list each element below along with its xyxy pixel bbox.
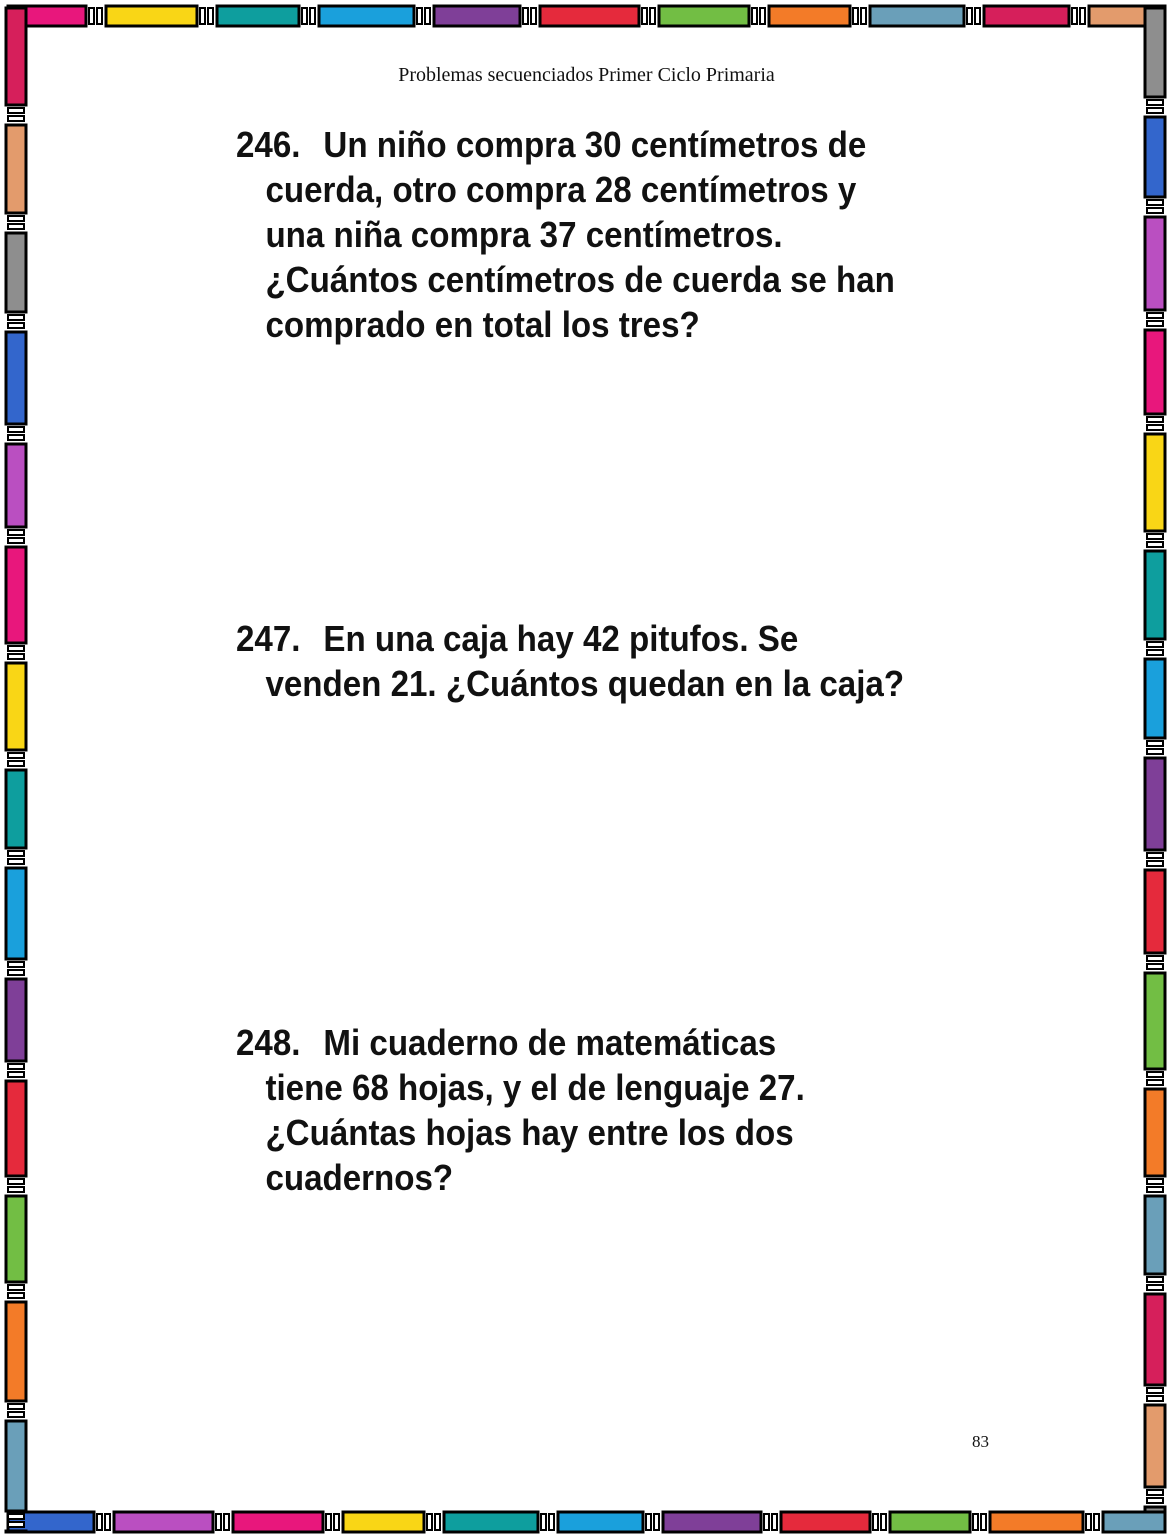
border-notch: [8, 224, 24, 229]
border-notch: [1147, 208, 1163, 213]
problem-number: 246.: [236, 124, 301, 165]
border-notch: [764, 1514, 769, 1530]
problem-text-line: venden 21. ¿Cuántos quedan en la caja?: [265, 663, 905, 704]
border-notch: [1147, 956, 1163, 961]
border-notch: [8, 970, 24, 975]
border-segment: [6, 1196, 26, 1282]
border-notch: [861, 8, 866, 24]
border-notch: [8, 530, 24, 535]
border-notch: [8, 116, 24, 121]
border-segment: [663, 1512, 761, 1532]
border-notch: [1147, 425, 1163, 430]
border-segment: [6, 868, 26, 959]
border-notch: [105, 1514, 110, 1530]
border-notch: [1147, 1498, 1163, 1503]
border-notch: [1147, 542, 1163, 547]
border-notch: [8, 538, 24, 543]
border-notch: [1080, 8, 1085, 24]
border-segment: [343, 1512, 424, 1532]
border-segment: [1145, 1405, 1165, 1487]
border-notch: [1147, 1179, 1163, 1184]
border-segment: [1145, 217, 1165, 310]
border-notch: [435, 1514, 440, 1530]
border-notch: [216, 1514, 221, 1530]
border-notch: [523, 8, 528, 24]
problem-text-line: Un niño compra 30 centímetros de: [323, 124, 867, 165]
border-segment: [1145, 1089, 1165, 1176]
border-segment: [540, 6, 639, 26]
problem-text-line: En una caja hay 42 pitufos. Se: [323, 618, 799, 659]
page-number: 83: [972, 1432, 989, 1451]
border-segment: [6, 125, 26, 213]
border-segment: [6, 444, 26, 527]
border-segment: [870, 6, 964, 26]
border-notch: [8, 216, 24, 221]
border-segment: [6, 1531, 26, 1532]
border-notch: [973, 1514, 978, 1530]
border-notch: [1147, 313, 1163, 318]
border-notch: [200, 8, 205, 24]
border-notch: [8, 1404, 24, 1409]
border-notch: [650, 8, 655, 24]
border-notch: [1147, 650, 1163, 655]
border-notch: [8, 646, 24, 651]
border-segment: [217, 6, 299, 26]
problem-246: [236, 122, 917, 347]
border-notch: [425, 8, 430, 24]
border-notch: [1094, 1514, 1099, 1530]
border-segment: [1145, 434, 1165, 531]
border-segment: [233, 1512, 323, 1532]
border-notch: [224, 1514, 229, 1530]
border-notch: [760, 8, 765, 24]
problem-text-line: Mi cuaderno de matemáticas: [323, 1022, 777, 1063]
border-notch: [981, 1514, 986, 1530]
border-segment: [6, 8, 26, 105]
page-header: Problemas secuenciados Primer Ciclo Primaria: [398, 64, 775, 86]
border-notch: [8, 1285, 24, 1290]
border-notch: [8, 761, 24, 766]
border-segment: [1145, 973, 1165, 1069]
border-notch: [8, 1187, 24, 1192]
border-segment: [990, 1512, 1083, 1532]
problem-number: 247.: [236, 618, 301, 659]
border-notch: [1147, 100, 1163, 105]
border-segment: [114, 1512, 213, 1532]
border-notch: [97, 8, 102, 24]
border-notch: [1147, 108, 1163, 113]
border-notch: [8, 435, 24, 440]
border-notch: [1147, 1388, 1163, 1393]
border-notch: [772, 1514, 777, 1530]
problem-number: 248.: [236, 1022, 301, 1063]
border-segment: [6, 332, 26, 424]
border-segment: [434, 6, 520, 26]
border-notch: [873, 1514, 878, 1530]
border-notch: [1147, 1080, 1163, 1085]
border-segment: [1103, 1512, 1165, 1532]
border-notch: [1072, 8, 1077, 24]
border-segment: [781, 1512, 870, 1532]
border-notch: [1147, 1072, 1163, 1077]
border-notch: [1147, 1285, 1163, 1290]
border-notch: [427, 1514, 432, 1530]
border-notch: [642, 8, 647, 24]
border-notch: [8, 1293, 24, 1298]
border-segment: [1145, 659, 1165, 738]
border-notch: [8, 1412, 24, 1417]
border-notch: [646, 1514, 651, 1530]
problem-text-line: comprado en total los tres?: [265, 304, 700, 345]
border-notch: [8, 323, 24, 328]
border-segment: [6, 233, 26, 312]
border-notch: [326, 1514, 331, 1530]
border-notch: [531, 8, 536, 24]
border-notch: [541, 1514, 546, 1530]
border-segment: [6, 663, 26, 750]
problem-text-line: ¿Cuántas hojas hay entre los dos: [265, 1112, 794, 1153]
border-notch: [8, 315, 24, 320]
border-notch: [8, 1179, 24, 1184]
problem-text-line: cuadernos?: [265, 1157, 454, 1198]
border-notch: [1147, 1396, 1163, 1401]
border-segment: [6, 1421, 26, 1511]
border-notch: [417, 8, 422, 24]
border-segment: [319, 6, 414, 26]
border-segment: [1145, 330, 1165, 414]
border-notch: [1147, 1187, 1163, 1192]
border-segment: [6, 979, 26, 1061]
border-notch: [752, 8, 757, 24]
border-notch: [8, 654, 24, 659]
border-notch: [208, 8, 213, 24]
border-notch: [1147, 1277, 1163, 1282]
border-notch: [1147, 741, 1163, 746]
border-segment: [984, 6, 1069, 26]
border-notch: [549, 1514, 554, 1530]
border-segment: [659, 6, 749, 26]
border-notch: [8, 859, 24, 864]
border-notch: [8, 851, 24, 856]
border-notch: [8, 1522, 24, 1527]
border-notch: [8, 753, 24, 758]
border-segment: [890, 1512, 970, 1532]
border-segment: [6, 1302, 26, 1401]
border-notch: [8, 1514, 24, 1519]
border-notch: [8, 1072, 24, 1077]
border-segment: [106, 6, 197, 26]
border-notch: [97, 1514, 102, 1530]
border-notch: [1147, 861, 1163, 866]
problem-text-line: ¿Cuántos centímetros de cuerda se han: [265, 259, 895, 300]
border-segment: [6, 547, 26, 643]
border-segment: [558, 1512, 643, 1532]
border-notch: [1147, 642, 1163, 647]
border-segment: [1145, 117, 1165, 197]
border-notch: [1147, 534, 1163, 539]
border-notch: [1147, 964, 1163, 969]
problem-text-line: cuerda, otro compra 28 centímetros y: [265, 169, 857, 210]
border-notch: [975, 8, 980, 24]
border-segment: [444, 1512, 538, 1532]
border-segment: [1145, 1196, 1165, 1274]
border-notch: [310, 8, 315, 24]
border-segment: [6, 770, 26, 848]
border-notch: [1147, 853, 1163, 858]
border-notch: [967, 8, 972, 24]
problem-248: [236, 1020, 917, 1200]
border-notch: [8, 427, 24, 432]
border-segment: [1145, 551, 1165, 639]
border-notch: [89, 8, 94, 24]
border-notch: [334, 1514, 339, 1530]
problem-text-line: tiene 68 hojas, y el de lenguaje 27.: [265, 1067, 805, 1108]
border-notch: [1147, 321, 1163, 326]
border-notch: [1147, 749, 1163, 754]
border-notch: [1147, 417, 1163, 422]
border-notch: [853, 8, 858, 24]
border-notch: [1147, 1490, 1163, 1495]
border-notch: [8, 108, 24, 113]
border-segment: [1145, 758, 1165, 850]
border-segment: [6, 1081, 26, 1176]
border-notch: [654, 1514, 659, 1530]
border-segment: [1145, 1294, 1165, 1385]
border-notch: [1086, 1514, 1091, 1530]
problem-247: [236, 616, 917, 706]
border-notch: [8, 1064, 24, 1069]
border-notch: [1147, 200, 1163, 205]
border-notch: [881, 1514, 886, 1530]
border-segment: [769, 6, 850, 26]
border-notch: [302, 8, 307, 24]
problem-text-line: una niña compra 37 centímetros.: [265, 214, 783, 255]
border-segment: [1145, 870, 1165, 953]
border-notch: [8, 962, 24, 967]
